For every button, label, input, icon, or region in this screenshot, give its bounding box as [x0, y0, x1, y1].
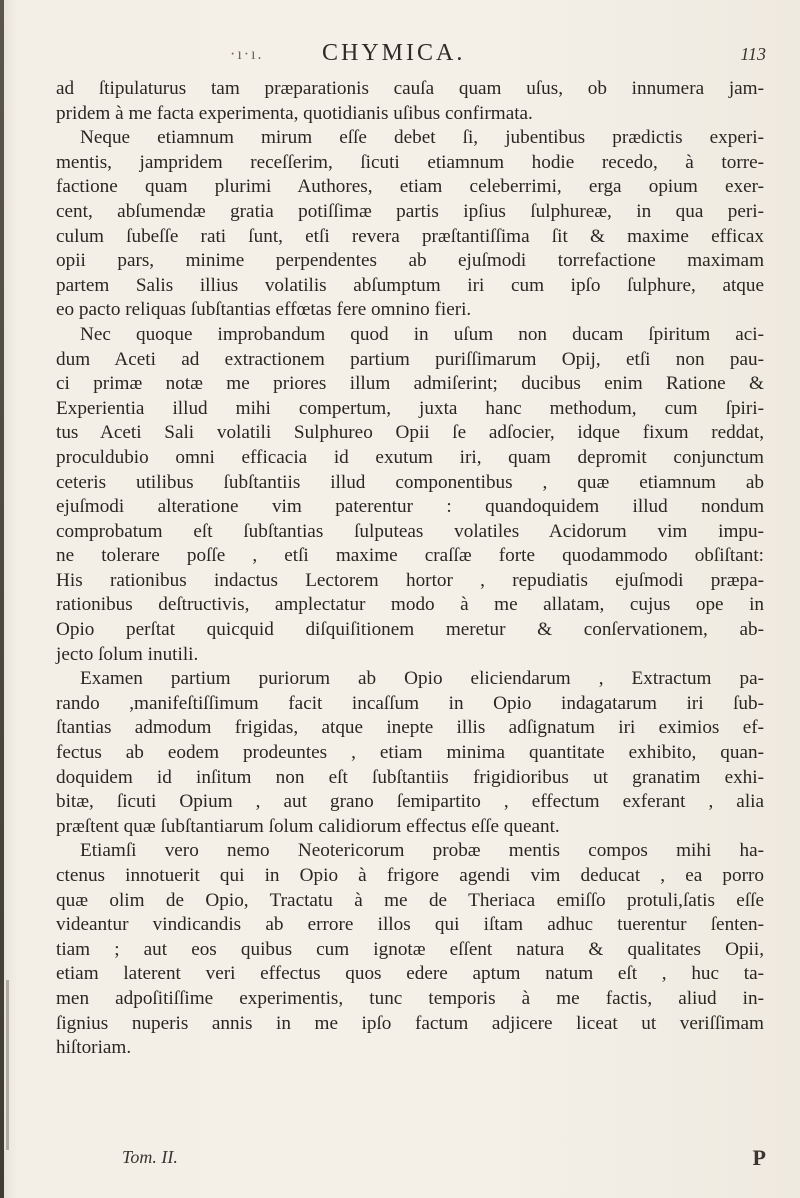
binding-edge — [0, 0, 4, 1198]
text-line: partem Salis illius volatilis abſumptum iri cum ipſo ſulphure, atque — [56, 274, 764, 296]
text-line: ſignius nuperis annis in me ipſo factum adjicere liceat ut veriſſimam — [56, 1012, 764, 1034]
text-line: dum Aceti ad extractionem partium puriſſimarum Opij, etſi non pau- — [56, 348, 764, 370]
text-line: ne tolerare poſſe , etſi maxime craſſæ forte quodammodo obſiſtant: — [56, 545, 764, 567]
running-header — [60, 40, 766, 72]
running-title: CHYMICA. — [322, 40, 466, 66]
text-line: pridem à me facta experimenta, quotidianis uſibus confirmata. — [56, 102, 533, 124]
text-line: comprobatum eſt ſubſtantias ſulputeas volatiles Acidorum vim impu- — [56, 520, 764, 542]
volume-signature: Tom. II. — [122, 1147, 178, 1167]
text-line: ctenus innotuerit qui in Opio à frigore agendi vim deducat , ea porro — [56, 865, 764, 886]
header-marks: ·ı·ı. — [230, 46, 264, 63]
text-line: jecto ſolum inutili. — [56, 643, 199, 665]
text-line: mentis, jampridem receſſerim, ſicuti etiamnum hodie recedo, à torre- — [56, 151, 764, 173]
text-line: factione quam plurimi Authores, etiam celeberrimi, erga opium exer- — [56, 176, 764, 198]
text-line: Examen partium puriorum ab Opio eliciendarum , Extractum pa- — [80, 668, 764, 690]
text-line: men adpoſitiſſime experimentis, tunc temporis à me factis, aliud in- — [56, 987, 764, 1009]
text-line: rationibus deſtructivis, amplectatur modo à me allatam, cujus ope in — [56, 594, 764, 616]
text-line: rando ,manifeſtiſſimum facit incaſſum in Opio indagatarum iri ſub- — [56, 692, 764, 714]
text-line: doquidem id inſitum non eſt ſubſtantiis frigidioribus ut granatim exhi- — [56, 766, 764, 788]
text-line: ejuſmodi alteratione vim paterentur : quandoquidem illud nondum — [56, 496, 764, 518]
text-line: tiam ; aut eos quibus cum ignotæ eſſent natura & qualitates Opii, — [56, 938, 764, 960]
text-line: quæ olim de Opio, Tractatu à me de Theriaca emiſſo protuli,ſatis eſſe — [56, 889, 764, 911]
page-footer — [60, 1147, 766, 1177]
text-line: ſtantias admodum frigidas, atque inepte illis adſignatum iri eximios ef- — [56, 717, 764, 739]
text-line: His rationibus indactus Lectorem hortor , repudiatis ejuſmodi præpa- — [56, 569, 764, 591]
text-line: Experientia illud mihi compertum, juxta hanc methodum, cum ſpiri- — [56, 397, 764, 419]
text-line: culum ſubeſſe rati ſunt, etſi revera præſtantiſſima ſit & maxime efficax — [56, 225, 764, 247]
body-text — [56, 77, 764, 1061]
text-line: ad ſtipulaturus tam præparationis cauſa quam uſus, ob innumera jam- — [56, 78, 764, 99]
text-line: Nec quoque improbandum quod in uſum non ducam ſpiritum aci- — [80, 323, 764, 345]
text-line: opii pars, minime perpendentes ab ejuſmodi torrefactione maximam — [56, 250, 764, 272]
text-line: bitæ, ſicuti Opium , aut grano ſemipartito , effectum exferant , alia — [56, 791, 764, 813]
text-line: videantur vindicandis ab errore illos qui iſtam adhuc tuerentur ſenten- — [56, 914, 764, 936]
text-line: tus Aceti Sali volatili Sulphureo Opii ſe adſocier, idque fixum reddat, — [56, 422, 764, 444]
text-line: Opio perſtat quicquid diſquiſitionem meretur & conſervationem, ab- — [56, 619, 764, 641]
text-line: proculdubio omni efficacia id exutum iri, quam depromit conjunctum — [56, 446, 764, 468]
text-line: cent, abſumendæ gratia potiſſimæ partis ipſius ſulphureæ, in qua peri- — [56, 200, 764, 222]
page-number: 113 — [740, 44, 766, 64]
text-line: ci primæ notæ me priores illum admiſerint; ducibus enim Ratione & — [56, 373, 764, 395]
text-line: etiam laterent veri effectus quos edere aptum natum eſt , huc ta- — [56, 963, 764, 985]
text-line: præſtent quæ ſubſtantiarum ſolum calidiorum effectus eſſe queant. — [56, 815, 560, 837]
gathering-signature: P — [752, 1145, 766, 1170]
text-line: ceteris utilibus ſubſtantiis illud componentibus , quæ etiamnum ab — [56, 471, 764, 493]
text-line: Etiamſi vero nemo Neotericorum probæ mentis compos mihi ha- — [80, 840, 764, 862]
text-line: Neque etiamnum mirum eſſe debet ſi, jubentibus prædictis experi- — [80, 127, 764, 149]
text-line: eo pacto reliquas ſubſtantias effœtas fere omnino fieri. — [56, 299, 472, 321]
page-edge-shadow — [6, 980, 9, 1150]
text-line: fectus ab eodem prodeuntes , etiam minima quantitate exhibito, quan- — [56, 742, 764, 764]
text-line: hiſtoriam. — [56, 1037, 132, 1059]
